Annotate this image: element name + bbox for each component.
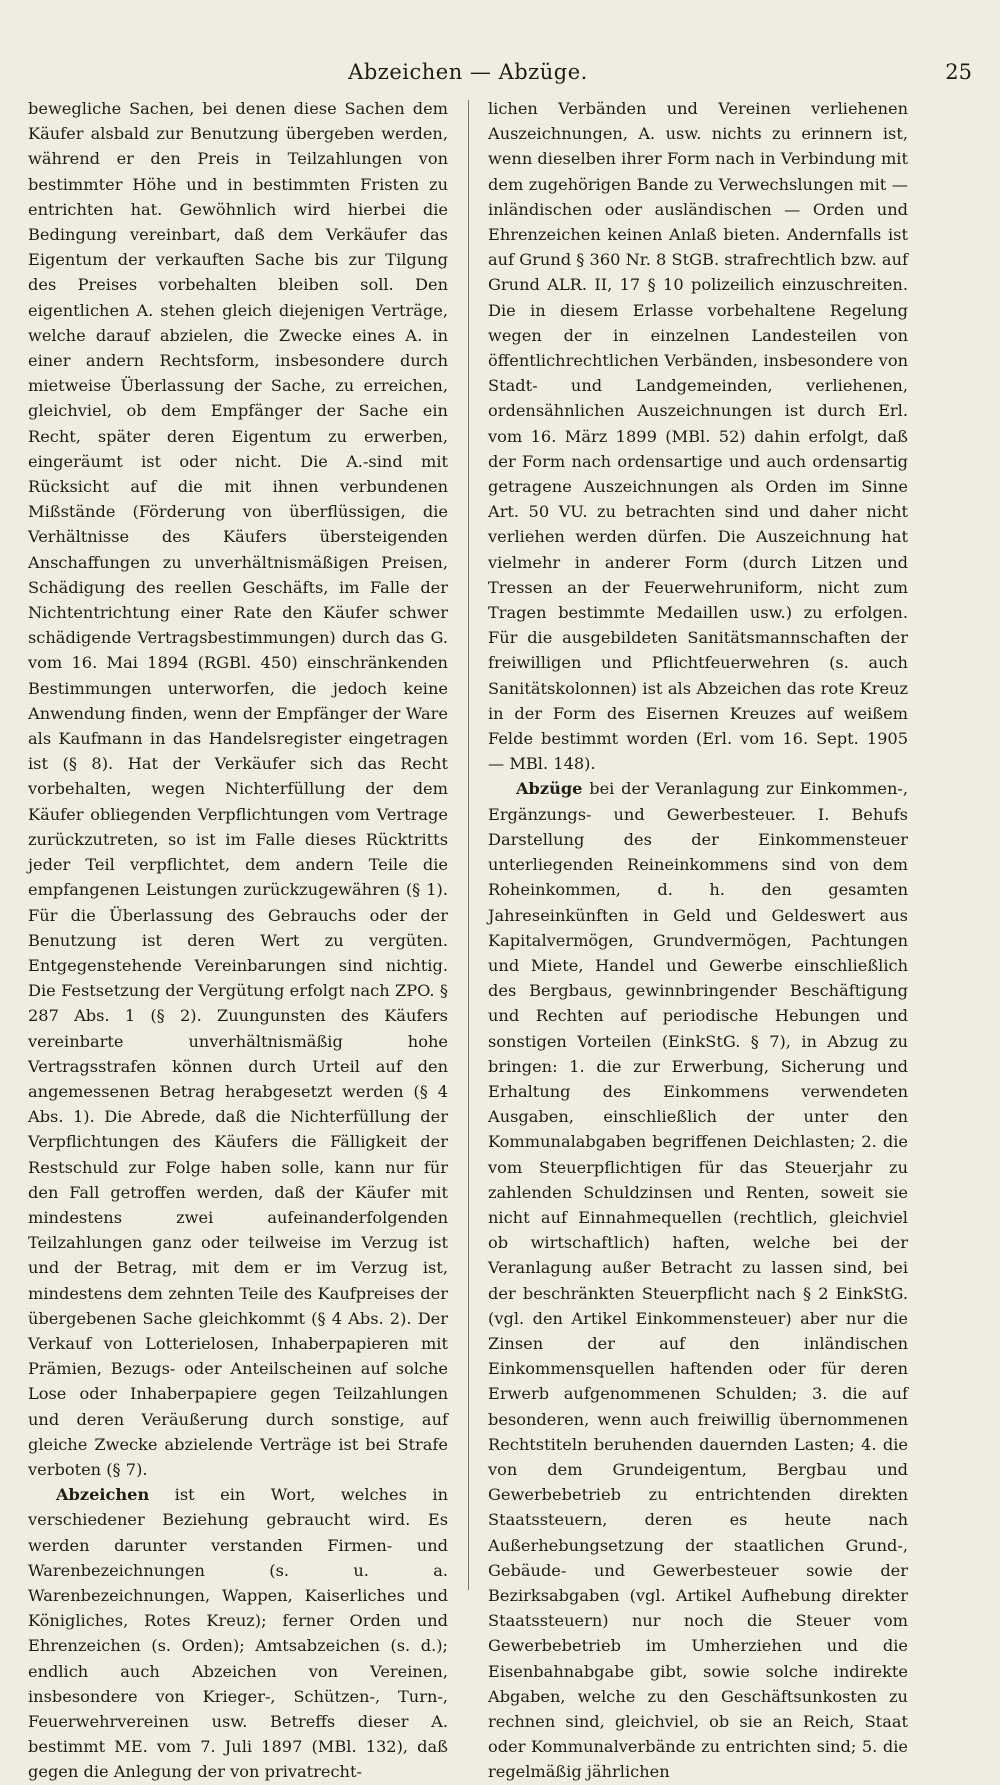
running-title: Abzeichen — Abzüge. [348,60,588,84]
paragraph-abzeichen-text: ist ein Wort, welches in verschiedener Beziehung gebraucht wird. Es werden darunter verstanden Firmen- und Warenbezeichnungen (s. u. a. Warenbezeichnungen, Wappen, Kaiserliches und Königliches, Rotes Kreuz); ferner Orden und Ehrenzeichen (s. Orden); Amtsabzeichen (s. d.); endlich auch Abzeichen von Vereinen, insbesondere von Krieger-, Schützen-, Turn-, Feuerwehrvereinen usw. Betreffs dieser A. bestimmt ME. vom 7. Juli 1897 (MBl. 132), daß gegen die Anlegung der von privatrecht- [28,1485,448,1782]
paragraph-abzeichen-continued: lichen Verbänden und Vereinen verliehenen Auszeichnungen, A. usw. nichts zu erinnern ist, wenn dieselben ihrer Form nach in Verbindung mit dem zugehörigen Bande zu Verwechslungen mit — inländischen oder ausländischen — Orden und Ehrenzeichen keinen Anlaß bieten. Andernfalls ist auf Grund § 360 Nr. 8 StGB. strafrechtlich bzw. auf Grund ALR. II, 17 § 10 polizeilich einzuschreiten. Die in diesem Erlasse vorbehaltene Regelung wegen der in einzelnen Landesteilen von öffentlichrechtlichen Verbänden, insbesondere von Stadt- und Landgemeinden, verliehenen, ordensähnlichen Auszeichnungen ist durch Erl. vom 16. März 1899 (MBl. 52) dahin erfolgt, daß der Form nach ordensartige und auch ordensartig getragene Auszeichnungen als Orden im Sinne Art. 50 VU. zu betrachten sind und daher nicht verliehen werden dürfen. Die Auszeichnung hat vielmehr in anderer Form (durch Litzen und Tressen an der Feuerwehruniform, nicht zum Tragen bestimmte Medaillen usw.) zu erfolgen. Für die ausgebildeten Sanitätsmannschaften der freiwilligen und Pflichtfeuerwehren (s. auch Sanitätskolonnen) ist als Abzeichen das rote Kreuz in der Form des Eisernen Kreuzes auf weißem Felde bestimmt worden (Erl. vom 16. Sept. 1905 — MBl. 148). [488,99,908,774]
paragraph-abzuege [488,776,908,1784]
running-head [28,52,972,96]
left-column [28,96,448,1785]
paragraph-abzuege-text: bei der Veranlagung zur Einkommen-, Ergänzungs- und Gewerbesteuer. I. Behufs Darstellung des der Einkommensteuer unterliegenden Reineinkommens sind von dem Roheinkommen, d. h. den gesamten Jahreseinkünften in Geld und Geldeswert aus Kapitalvermögen, Grundvermögen, Pachtungen und Miete, Handel und Gewerbe einschließlich des Bergbaus, gewinnbringender Beschäftigung und Rechten auf periodische Hebungen und sonstigen Vorteilen (EinkStG. § 7), in Abzug zu bringen: 1. die zur Erwerbung, Sicherung und Erhaltung des Einkommens verwendeten Ausgaben, einschließlich der unter den Kommunalabgaben begriffenen Deichlasten; 2. die vom Steuerpflichtigen für das Steuerjahr zu zahlenden Schuldzinsen und Renten, soweit sie nicht auf Einnahmequellen (rechtlich, gleichviel ob wirtschaftlich) haften, welche bei der Veranlagung außer Betracht zu lassen sind, bei der beschränkten Steuerpflicht nach § 2 EinkStG. (vgl. den Artikel Einkommensteuer) aber nur die Zinsen der auf den inländischen Einkommensquellen haftenden oder für deren Erwerb aufgenommenen Schulden; 3. die auf besonderen, wenn auch freiwillig übernommenen Rechtstiteln beruhenden dauernden Lasten; 4. die von dem Grundeigentum, Bergbau und Gewerbebetrieb zu entrichtenden direkten Staatssteuern, deren es heute nach Außerhebungsetzung der staatlichen Grund-, Gebäude- und Gewerbesteuer sowie der Bezirksabgaben (vgl. Artikel Aufhebung direkter Staatssteuern) nur noch die Steuer vom Gewerbebetrieb im Umherziehen und die Eisenbahnabgabe gibt, sowie solche indirekte Abgaben, welche zu den Geschäftsunkosten zu rechnen sind, gleichviel, ob sie an Reich, Staat oder Kommunalverbände zu entrichten sind; 5. die regelmäßig jährlichen [488,779,908,1782]
column-divider [468,100,469,1590]
lemma-abzuege: Abzüge [516,779,583,799]
lemma-abzeichen: Abzeichen [56,1485,150,1505]
two-column-body [28,96,908,1785]
paragraph-abzahlungsgeschaefte: bewegliche Sachen, bei denen diese Sachen dem Käufer alsbald zur Benutzung übergeben werden, während er den Preis in Teilzahlungen von bestimmter Höhe und in bestimmten Fristen zu entrichten hat. Gewöhnlich wird hierbei die Bedingung vereinbart, daß dem Verkäufer das Eigentum der verkauften Sache bis zur Tilgung des Preises vorbehalten bleiben soll. Den eigentlichen A. stehen gleich diejenigen Verträge, welche darauf abzielen, die Zwecke eines A. in einer andern Rechtsform, insbesondere durch mietweise Überlassung der Sache, zu erreichen, gleichviel, ob dem Empfänger der Sache ein Recht, später deren Eigentum zu erwerben, eingeräumt ist oder nicht. Die A.-sind mit Rücksicht auf die mit ihnen verbundenen Mißstände (Förderung von überflüssigen, die Verhältnisse des Käufers übersteigenden Anschaffungen zu unverhältnismäßigen Preisen, Schädigung des reellen Geschäfts, im Falle der Nichtentrichtung einer Rate den Käufer schwer schädigende Vertragsbestimmungen) durch das G. vom 16. Mai 1894 (RGBl. 450) einschränkenden Bestimmungen unterworfen, die jedoch keine Anwendung finden, wenn der Empfänger der Ware als Kaufmann in das Handelsregister eingetragen ist (§ 8). Hat der Verkäufer sich das Recht vorbehalten, wegen Nichterfüllung der dem Käufer obliegenden Verpflichtungen vom Vertrage zurückzutreten, so ist im Falle dieses Rücktritts jeder Teil verpflichtet, dem andern Teile die empfangenen Leistungen zurückzugewähren (§ 1). Für die Überlassung des Gebrauchs oder der Benutzung ist deren Wert zu vergüten. Entgegenstehende Vereinbarungen sind nichtig. Die Festsetzung der Vergütung erfolgt nach ZPO. § 287 Abs. 1 (§ 2). Zuungunsten des Käufers vereinbarte unverhältnismäßig hohe Vertragsstrafen können durch Urteil auf den angemessenen Betrag herabgesetzt werden (§ 4 Abs. 1). Die Abrede, daß die Nichterfüllung der Verpflichtungen des Käufers die Fälligkeit der Restschuld zur Folge haben solle, kann nur für den Fall getroffen werden, daß der Käufer mit mindestens zwei aufeinanderfolgenden Teilzahlungen ganz oder teilweise im Verzug ist und der Betrag, mit dem er im Verzug ist, mindestens dem zehnten Teile des Kaufpreises der übergebenen Sache gleichkommt (§ 4 Abs. 2). Der Verkauf von Lotterielosen, Inhaberpapieren mit Prämien, Bezugs- oder Anteilscheinen auf solche Lose oder Inhaberpapiere gegen Teilzahlungen und deren Veräußerung durch sonstige, auf gleiche Zwecke abzielende Verträge ist bei Strafe verboten (§ 7). [28,99,448,1479]
page-number: 25 [945,60,972,84]
right-column [488,96,908,1785]
paragraph-abzeichen [28,1482,448,1784]
